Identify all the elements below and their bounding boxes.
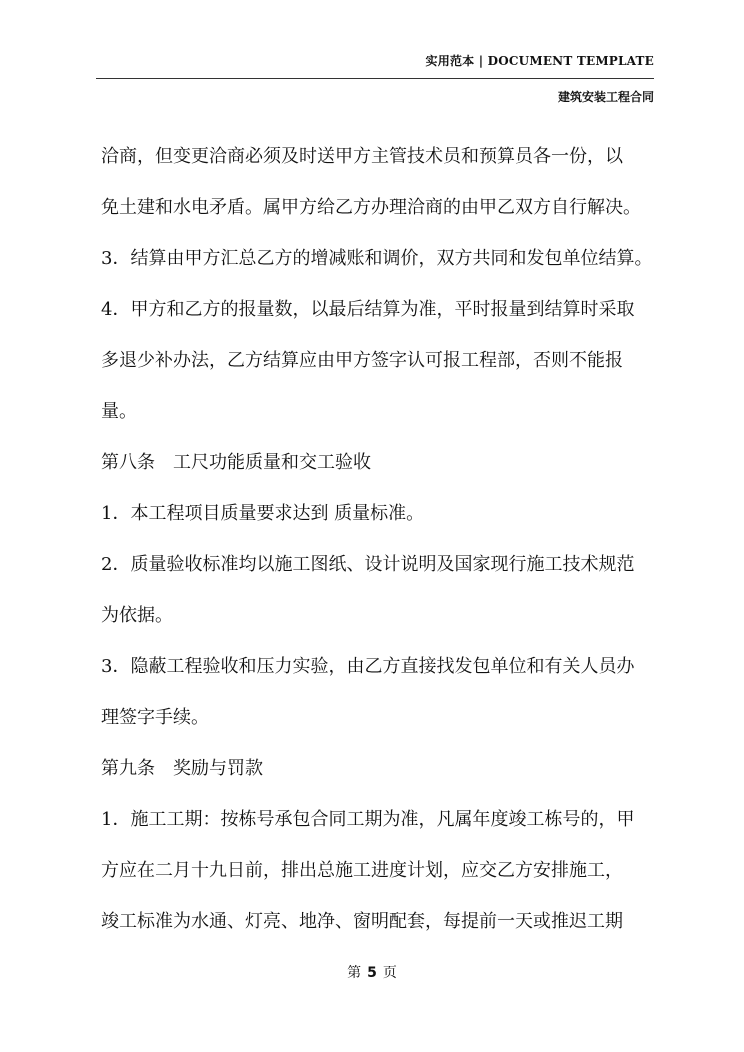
page-footer: [0, 962, 744, 982]
document-title: 建筑安装工程合同: [557, 90, 654, 104]
body-line: 4．甲方和乙方的报量数，以最后结算为准，平时报量到结算时采取: [101, 299, 635, 320]
body-line: 为依据。: [101, 605, 173, 626]
page-prefix: 第: [347, 965, 362, 981]
body-line: 免土建和水电矛盾。属甲方给乙方办理洽商的由甲乙双方自行解决。: [101, 197, 641, 218]
template-label: 实用范本 | DOCUMENT TEMPLATE: [425, 54, 654, 68]
page-header: [96, 52, 654, 112]
body-line: 2．质量验收标准均以施工图纸、设计说明及国家现行施工技术规范: [101, 554, 635, 575]
body-line: 1．本工程项目质量要求达到 质量标准。: [101, 503, 425, 524]
section-heading: 第八条 工尺功能质量和交工验收: [101, 452, 371, 473]
body-line: 量。: [101, 401, 137, 422]
body-line: 1．施工工期：按栋号承包合同工期为准，凡属年度竣工栋号的，甲: [101, 809, 635, 830]
body-line: 3．结算由甲方汇总乙方的增减账和调价，双方共同和发包单位结算。: [101, 248, 653, 269]
document-body: [101, 138, 661, 954]
body-line: 洽商，但变更洽商必须及时送甲方主管技术员和预算员各一份，以: [101, 146, 623, 167]
body-line: 方应在二月十九日前，排出总施工进度计划，应交乙方安排施工，: [101, 860, 623, 881]
page-number: 5: [367, 965, 377, 981]
body-line: 3．隐蔽工程验收和压力实验，由乙方直接找发包单位和有关人员办: [101, 656, 635, 677]
page-suffix: 页: [382, 965, 397, 981]
header-divider: [96, 78, 654, 79]
section-heading: 第九条 奖励与罚款: [101, 758, 263, 779]
body-line: 竣工标准为水通、灯亮、地净、窗明配套，每提前一天或推迟工期: [101, 911, 623, 932]
body-line: 多退少补办法，乙方结算应由甲方签字认可报工程部，否则不能报: [101, 350, 623, 371]
body-line: 理签字手续。: [101, 707, 209, 728]
